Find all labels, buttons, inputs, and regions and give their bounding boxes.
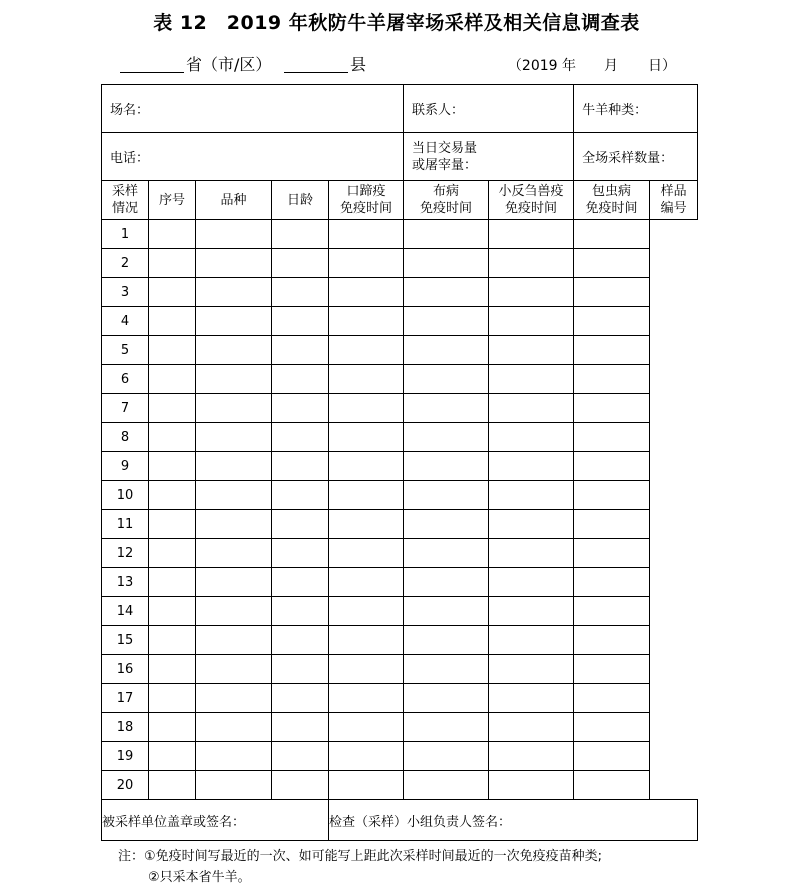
age-cell[interactable] — [196, 336, 272, 365]
fmd-date-cell[interactable] — [272, 742, 329, 771]
fmd-date-cell[interactable] — [272, 220, 329, 249]
phone-label: 电话： — [110, 151, 150, 166]
breed-cell[interactable] — [149, 336, 196, 365]
brucellosis-date-cell[interactable] — [329, 713, 404, 742]
fmd-date-cell[interactable] — [272, 365, 329, 394]
col-header-breed: 品种 — [196, 181, 272, 220]
county-blank[interactable] — [284, 72, 348, 73]
date-year-label: （2019 年 — [507, 58, 576, 74]
brucellosis-date-cell[interactable] — [329, 771, 404, 800]
sample-row — [102, 394, 698, 423]
fmd-date-cell[interactable] — [272, 626, 329, 655]
age-cell[interactable] — [196, 481, 272, 510]
fmd-date-cell[interactable] — [272, 249, 329, 278]
ppr-date-cell[interactable] — [404, 220, 489, 249]
sample-id-cell[interactable] — [574, 336, 650, 365]
sample-row — [102, 307, 698, 336]
ppr-date-cell[interactable] — [404, 336, 489, 365]
row-number: 3 — [102, 278, 149, 307]
row-number: 11 — [102, 510, 149, 539]
breed-cell[interactable] — [149, 655, 196, 684]
brucellosis-date-cell[interactable] — [329, 626, 404, 655]
breed-cell[interactable] — [149, 568, 196, 597]
signature-row — [102, 800, 698, 841]
sample-id-cell[interactable] — [574, 423, 650, 452]
row-number: 18 — [102, 713, 149, 742]
sample-row — [102, 249, 698, 278]
trade-volume-field[interactable] — [404, 133, 574, 181]
brucellosis-date-cell[interactable] — [329, 568, 404, 597]
ppr-date-cell[interactable] — [404, 655, 489, 684]
sample-row — [102, 510, 698, 539]
row-number: 6 — [102, 365, 149, 394]
sample-row — [102, 452, 698, 481]
age-cell[interactable] — [196, 626, 272, 655]
sample-row — [102, 278, 698, 307]
age-cell[interactable] — [196, 655, 272, 684]
age-cell[interactable] — [196, 597, 272, 626]
note-1: 注：①免疫时间写最近的一次、如可能写上距此次采样时间最近的一次免疫疫苗种类; — [118, 849, 603, 864]
echinococcosis-date-cell[interactable] — [489, 336, 574, 365]
row-number: 15 — [102, 626, 149, 655]
echinococcosis-date-cell[interactable] — [489, 539, 574, 568]
brucellosis-date-cell[interactable] — [329, 336, 404, 365]
row-number: 16 — [102, 655, 149, 684]
breed-cell[interactable] — [149, 713, 196, 742]
location-date-line — [0, 52, 793, 78]
province-blank[interactable] — [120, 72, 184, 73]
sampling-side-label: 采样 情况 — [102, 181, 149, 220]
trade-volume-label-2: 或屠宰量： — [412, 157, 478, 173]
sample-row — [102, 568, 698, 597]
species-field[interactable] — [574, 85, 698, 133]
sample-row — [102, 220, 698, 249]
info-row-1 — [102, 85, 698, 133]
ppr-date-cell[interactable] — [404, 365, 489, 394]
sample-row — [102, 626, 698, 655]
echinococcosis-date-cell[interactable] — [489, 423, 574, 452]
age-cell[interactable] — [196, 568, 272, 597]
echinococcosis-date-cell[interactable] — [489, 655, 574, 684]
col-header-sample-id: 样品 编号 — [650, 181, 698, 220]
brucellosis-date-cell[interactable] — [329, 481, 404, 510]
col-header-age: 日龄 — [272, 181, 329, 220]
county-label: 县 — [350, 55, 367, 74]
ppr-date-cell[interactable] — [404, 510, 489, 539]
echinococcosis-date-cell[interactable] — [489, 713, 574, 742]
sample-id-cell[interactable] — [574, 220, 650, 249]
sample-row — [102, 481, 698, 510]
brucellosis-date-cell[interactable] — [329, 307, 404, 336]
contact-field[interactable] — [404, 85, 574, 133]
echinococcosis-date-cell[interactable] — [489, 771, 574, 800]
echinococcosis-date-cell[interactable] — [489, 278, 574, 307]
sample-id-cell[interactable] — [574, 713, 650, 742]
brucellosis-date-cell[interactable] — [329, 684, 404, 713]
fmd-date-cell[interactable] — [272, 510, 329, 539]
row-number: 4 — [102, 307, 149, 336]
brucellosis-date-cell[interactable] — [329, 452, 404, 481]
fmd-date-cell[interactable] — [272, 481, 329, 510]
ppr-date-cell[interactable] — [404, 684, 489, 713]
fmd-date-cell[interactable] — [272, 394, 329, 423]
date-month-label: 月 — [604, 58, 618, 74]
col-header-seq: 序号 — [149, 181, 196, 220]
ppr-date-cell[interactable] — [404, 307, 489, 336]
note-2: ②只采本省牛羊。 — [148, 870, 251, 885]
echinococcosis-date-cell[interactable] — [489, 626, 574, 655]
echinococcosis-date-cell[interactable] — [489, 307, 574, 336]
unit-signature-field[interactable] — [102, 800, 329, 841]
breed-cell[interactable] — [149, 365, 196, 394]
fmd-date-cell[interactable] — [272, 655, 329, 684]
fmd-date-cell[interactable] — [272, 539, 329, 568]
echinococcosis-date-cell[interactable] — [489, 220, 574, 249]
info-row-2 — [102, 133, 698, 181]
row-number: 19 — [102, 742, 149, 771]
brucellosis-date-cell[interactable] — [329, 278, 404, 307]
echinococcosis-date-cell[interactable] — [489, 394, 574, 423]
breed-cell[interactable] — [149, 423, 196, 452]
sample-row — [102, 713, 698, 742]
fmd-date-cell[interactable] — [272, 423, 329, 452]
sample-row — [102, 539, 698, 568]
row-number: 1 — [102, 220, 149, 249]
age-cell[interactable] — [196, 423, 272, 452]
brucellosis-date-cell[interactable] — [329, 249, 404, 278]
age-cell[interactable] — [196, 539, 272, 568]
unit-signature-label: 被采样单位盖章或签名： — [102, 814, 246, 830]
row-number: 7 — [102, 394, 149, 423]
trade-volume-label-1: 当日交易量 — [412, 140, 478, 156]
row-number: 2 — [102, 249, 149, 278]
farm-name-label: 场名： — [110, 103, 150, 118]
sample-row — [102, 336, 698, 365]
ppr-date-cell[interactable] — [404, 626, 489, 655]
fmd-date-cell[interactable] — [272, 452, 329, 481]
breed-cell[interactable] — [149, 220, 196, 249]
date-field — [508, 55, 676, 75]
row-number: 13 — [102, 568, 149, 597]
brucellosis-date-cell[interactable] — [329, 539, 404, 568]
sample-id-cell[interactable] — [574, 278, 650, 307]
echinococcosis-date-cell[interactable] — [489, 742, 574, 771]
fmd-date-cell[interactable] — [272, 307, 329, 336]
sample-id-cell[interactable] — [574, 307, 650, 336]
sample-row — [102, 423, 698, 452]
brucellosis-date-cell[interactable] — [329, 742, 404, 771]
brucellosis-date-cell[interactable] — [329, 510, 404, 539]
ppr-date-cell[interactable] — [404, 423, 489, 452]
echinococcosis-date-cell[interactable] — [489, 365, 574, 394]
echinococcosis-date-cell[interactable] — [489, 249, 574, 278]
col-header-ppr: 小反刍兽疫 免疫时间 — [489, 181, 574, 220]
row-number: 9 — [102, 452, 149, 481]
ppr-date-cell[interactable] — [404, 539, 489, 568]
inspector-signature-field[interactable] — [329, 800, 698, 841]
sample-id-cell[interactable] — [574, 365, 650, 394]
breed-cell[interactable] — [149, 771, 196, 800]
sample-id-cell[interactable] — [574, 742, 650, 771]
sample-row — [102, 771, 698, 800]
brucellosis-date-cell[interactable] — [329, 597, 404, 626]
brucellosis-date-cell[interactable] — [329, 365, 404, 394]
sample-id-cell[interactable] — [574, 394, 650, 423]
breed-cell[interactable] — [149, 684, 196, 713]
ppr-date-cell[interactable] — [404, 452, 489, 481]
sampling-header-row — [102, 181, 698, 220]
inspector-signature-label: 检查（采样）小组负责人签名： — [329, 814, 512, 830]
row-number: 8 — [102, 423, 149, 452]
col-header-brucellosis: 布病 免疫时间 — [404, 181, 489, 220]
sample-count-field[interactable] — [574, 133, 698, 181]
sample-id-cell[interactable] — [574, 684, 650, 713]
age-cell[interactable] — [196, 249, 272, 278]
sample-row — [102, 742, 698, 771]
fmd-date-cell[interactable] — [272, 568, 329, 597]
echinococcosis-date-cell[interactable] — [489, 597, 574, 626]
echinococcosis-date-cell[interactable] — [489, 452, 574, 481]
breed-cell[interactable] — [149, 742, 196, 771]
sample-id-cell[interactable] — [574, 655, 650, 684]
fmd-date-cell[interactable] — [272, 684, 329, 713]
ppr-date-cell[interactable] — [404, 742, 489, 771]
sample-id-cell[interactable] — [574, 539, 650, 568]
ppr-date-cell[interactable] — [404, 597, 489, 626]
sample-row — [102, 655, 698, 684]
fmd-date-cell[interactable] — [272, 597, 329, 626]
age-cell[interactable] — [196, 365, 272, 394]
age-cell[interactable] — [196, 307, 272, 336]
breed-cell[interactable] — [149, 626, 196, 655]
sample-id-cell[interactable] — [574, 771, 650, 800]
fmd-date-cell[interactable] — [272, 713, 329, 742]
breed-cell[interactable] — [149, 278, 196, 307]
age-cell[interactable] — [196, 713, 272, 742]
page-title: 表 12 2019 年秋防牛羊屠宰场采样及相关信息调查表 — [153, 12, 640, 34]
age-cell[interactable] — [196, 742, 272, 771]
ppr-date-cell[interactable] — [404, 713, 489, 742]
sample-id-cell[interactable] — [574, 626, 650, 655]
ppr-date-cell[interactable] — [404, 278, 489, 307]
sample-row — [102, 684, 698, 713]
brucellosis-date-cell[interactable] — [329, 394, 404, 423]
sample-id-cell[interactable] — [574, 481, 650, 510]
ppr-date-cell[interactable] — [404, 394, 489, 423]
sample-id-cell[interactable] — [574, 597, 650, 626]
age-cell[interactable] — [196, 220, 272, 249]
ppr-date-cell[interactable] — [404, 771, 489, 800]
province-label: 省（市/区） — [186, 55, 272, 74]
echinococcosis-date-cell[interactable] — [489, 684, 574, 713]
row-number: 20 — [102, 771, 149, 800]
ppr-date-cell[interactable] — [404, 481, 489, 510]
col-header-echinococcosis: 包虫病 免疫时间 — [574, 181, 650, 220]
survey-table — [101, 84, 698, 841]
age-cell[interactable] — [196, 394, 272, 423]
breed-cell[interactable] — [149, 394, 196, 423]
breed-cell[interactable] — [149, 539, 196, 568]
sample-row — [102, 365, 698, 394]
sample-id-cell[interactable] — [574, 249, 650, 278]
row-number: 12 — [102, 539, 149, 568]
breed-cell[interactable] — [149, 249, 196, 278]
age-cell[interactable] — [196, 510, 272, 539]
echinococcosis-date-cell[interactable] — [489, 481, 574, 510]
sample-id-cell[interactable] — [574, 510, 650, 539]
farm-name-field[interactable] — [102, 85, 404, 133]
echinococcosis-date-cell[interactable] — [489, 568, 574, 597]
sample-id-cell[interactable] — [574, 568, 650, 597]
col-header-fmd: 口蹄疫 免疫时间 — [329, 181, 404, 220]
ppr-date-cell[interactable] — [404, 249, 489, 278]
breed-cell[interactable] — [149, 481, 196, 510]
fmd-date-cell[interactable] — [272, 278, 329, 307]
notes — [118, 846, 602, 888]
row-number: 5 — [102, 336, 149, 365]
sample-count-label: 全场采样数量： — [582, 151, 674, 166]
brucellosis-date-cell[interactable] — [329, 655, 404, 684]
age-cell[interactable] — [196, 684, 272, 713]
contact-label: 联系人： — [412, 103, 465, 118]
breed-cell[interactable] — [149, 510, 196, 539]
date-day-label: 日） — [648, 58, 676, 74]
age-cell[interactable] — [196, 771, 272, 800]
echinococcosis-date-cell[interactable] — [489, 510, 574, 539]
phone-field[interactable] — [102, 133, 404, 181]
fmd-date-cell[interactable] — [272, 771, 329, 800]
sample-row — [102, 597, 698, 626]
species-label: 牛羊种类： — [582, 103, 648, 118]
row-number: 10 — [102, 481, 149, 510]
row-number: 14 — [102, 597, 149, 626]
breed-cell[interactable] — [149, 307, 196, 336]
brucellosis-date-cell[interactable] — [329, 423, 404, 452]
age-cell[interactable] — [196, 278, 272, 307]
row-number: 17 — [102, 684, 149, 713]
age-cell[interactable] — [196, 452, 272, 481]
sample-id-cell[interactable] — [574, 452, 650, 481]
brucellosis-date-cell[interactable] — [329, 220, 404, 249]
ppr-date-cell[interactable] — [404, 568, 489, 597]
breed-cell[interactable] — [149, 597, 196, 626]
breed-cell[interactable] — [149, 452, 196, 481]
fmd-date-cell[interactable] — [272, 336, 329, 365]
